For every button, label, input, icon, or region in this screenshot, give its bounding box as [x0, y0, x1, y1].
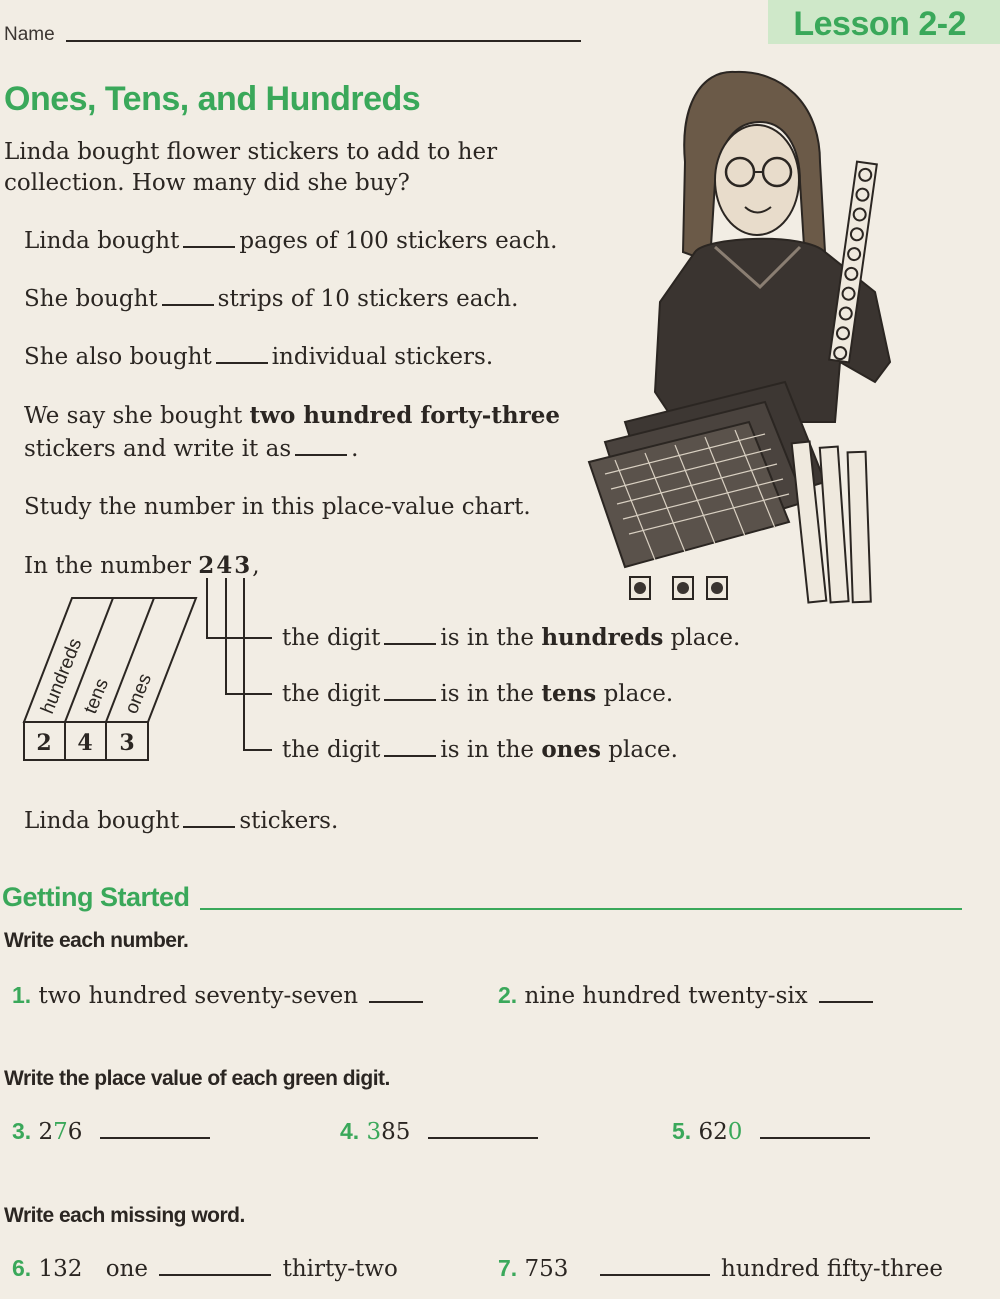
digit-line-ones-bold: ones: [541, 736, 601, 763]
question-1-number: 1.: [12, 982, 32, 1008]
question-7-number: 7.: [498, 1255, 518, 1281]
sentence-say-bold: two hundred forty-three: [249, 402, 561, 429]
question-2-blank[interactable]: [819, 1001, 873, 1003]
question-6-before: one: [105, 1256, 148, 1282]
question-4-green-digit: 3: [366, 1119, 382, 1145]
connector-tens: [226, 578, 272, 694]
digit-line-ones-before: the digit: [282, 737, 381, 763]
chart-header-ones: ones: [121, 670, 157, 717]
digit-line-tens-middle: is in the: [440, 681, 535, 707]
sentence-say-before: We say she bought: [24, 403, 243, 429]
question-4-digits-post: 85: [381, 1119, 411, 1145]
question-3-digits-post: 6: [67, 1119, 83, 1145]
digit-line-ones-middle: is in the: [440, 737, 535, 763]
digit-line-tens-before: the digit: [282, 681, 381, 707]
sentence-strips-before: She bought: [24, 286, 158, 312]
question-2-text: nine hundred twenty-six: [524, 983, 808, 1009]
digit-line-hundreds-bold: hundreds: [541, 624, 664, 651]
question-5-digits-pre: 62: [698, 1119, 728, 1145]
conclusion-before: Linda bought: [24, 808, 180, 834]
digit-line-hundreds: [282, 624, 740, 651]
question-6-after: thirty-two: [282, 1256, 398, 1282]
chart-header-hundreds: hundreds: [37, 635, 87, 717]
sentence-strips-after: strips of 10 stickers each.: [217, 286, 519, 312]
digit-line-tens-bold: tens: [541, 680, 597, 707]
instruction-write-number: Write each number.: [4, 929, 189, 952]
chart-digit-hundreds: 2: [36, 730, 52, 756]
question-5-blank[interactable]: [760, 1137, 870, 1139]
question-2: [498, 982, 877, 1009]
intro-line-1: Linda bought flower stickers to add to her: [4, 139, 498, 165]
sentence-individual-before: She also bought: [24, 344, 212, 370]
instruction-missing-word: Write each missing word.: [4, 1204, 245, 1227]
question-6: [12, 1255, 398, 1282]
question-5: [672, 1118, 874, 1145]
question-3-number: 3.: [12, 1118, 32, 1144]
question-7-value: 753: [524, 1256, 569, 1282]
getting-started-title: Getting Started: [2, 882, 190, 912]
question-1-blank[interactable]: [369, 1001, 423, 1003]
lesson-label: Lesson 2-2: [793, 5, 966, 43]
chart-digit-tens: 4: [77, 730, 93, 756]
in-number-after: ,: [252, 553, 260, 579]
girl-with-stickers-illustration: [585, 62, 905, 622]
question-6-number: 6.: [12, 1255, 32, 1281]
sentence-individual-after: individual stickers.: [271, 344, 494, 370]
question-3-blank[interactable]: [100, 1137, 210, 1139]
chart-header-tens: tens: [80, 675, 114, 717]
question-3-green-digit: 7: [53, 1119, 68, 1145]
digit-line-hundreds-after: place.: [670, 625, 741, 651]
sentence-write-after: .: [351, 436, 359, 462]
conclusion-after: stickers.: [239, 808, 339, 834]
conclusion-answer-blank[interactable]: [183, 826, 235, 828]
question-1: [12, 982, 427, 1009]
question-1-text: two hundred seventy-seven: [38, 983, 359, 1009]
connector-hundreds: [207, 578, 272, 638]
in-number-value: 243: [198, 552, 253, 579]
tens-digit-blank[interactable]: [384, 699, 436, 701]
question-7-after: hundred fifty-three: [721, 1256, 943, 1282]
digit-line-hundreds-middle: is in the: [440, 625, 535, 651]
digit-line-tens: [282, 680, 673, 707]
question-7: [498, 1255, 943, 1282]
question-7-blank[interactable]: [600, 1274, 710, 1276]
question-4-number: 4.: [340, 1118, 360, 1144]
sentence-study: Study the number in this place-value chart.: [24, 494, 531, 520]
connector-ones: [244, 578, 272, 750]
digit-line-ones-after: place.: [608, 737, 678, 763]
page-title: Ones, Tens, and Hundreds: [4, 80, 421, 118]
ones-digit-blank[interactable]: [384, 755, 436, 757]
conclusion: [24, 808, 338, 834]
name-label: Name: [4, 24, 55, 45]
question-3: [12, 1118, 214, 1145]
question-5-number: 5.: [672, 1118, 692, 1144]
digit-line-ones: [282, 736, 678, 763]
question-4-blank[interactable]: [428, 1137, 538, 1139]
digit-line-tens-after: place.: [603, 681, 674, 707]
question-3-digits-pre: 2: [38, 1119, 54, 1145]
digit-line-hundreds-before: the digit: [282, 625, 381, 651]
question-5-green-digit: 0: [727, 1119, 743, 1145]
getting-started-rule: [200, 908, 962, 910]
sentence-pages-after: pages of 100 stickers each.: [239, 228, 558, 254]
question-4: [340, 1118, 542, 1145]
question-2-number: 2.: [498, 982, 518, 1008]
in-number-before: In the number: [24, 553, 191, 579]
intro-line-2: collection. How many did she buy?: [4, 170, 410, 196]
sentence-write-before: stickers and write it as: [24, 436, 292, 462]
instruction-place-value: Write the place value of each green digit.: [4, 1067, 390, 1090]
question-6-value: 132: [38, 1256, 83, 1282]
chart-digit-ones: 3: [119, 730, 135, 756]
hundreds-digit-blank[interactable]: [384, 643, 436, 645]
question-6-blank[interactable]: [159, 1274, 271, 1276]
sentence-pages-before: Linda bought: [24, 228, 180, 254]
